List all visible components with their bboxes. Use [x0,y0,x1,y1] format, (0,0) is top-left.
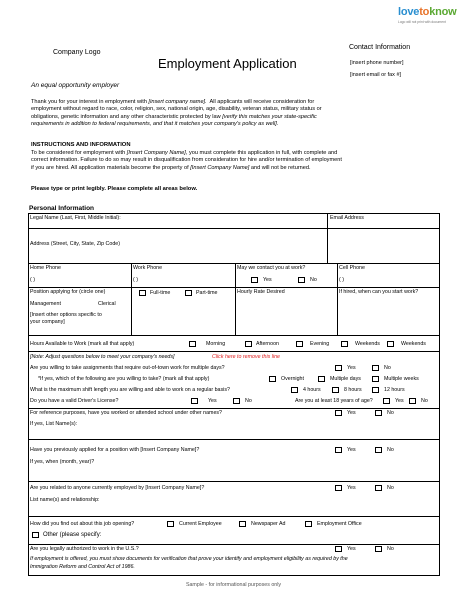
contact-work-no-checkbox[interactable] [298,277,305,283]
contact-info [349,44,439,84]
authorized-no-checkbox[interactable] [375,546,382,552]
no-label: No [310,277,317,283]
remove-line-link[interactable]: Click here to remove this line [212,354,281,360]
multiple-days-checkbox[interactable] [318,376,325,382]
no-label: No [387,410,394,416]
out-of-town-no-checkbox[interactable] [372,365,379,371]
lovetoknow-logo [398,6,460,36]
weekends-checkbox[interactable] [341,341,348,347]
legal-name-label: Legal Name (Last, First, Middle Initial): [30,215,121,221]
evening-checkbox[interactable] [296,341,303,347]
related-question: Are you related to anyone currently employed by [Insert Company Name]? [30,485,205,491]
age-no-checkbox[interactable] [409,398,416,404]
work-phone-label: Work Phone [133,265,163,271]
verification-note: If employment is offered, you must show documents for verification that prove your identify and employment eligibility as required by the [30,556,348,562]
yes-label: Yes [347,546,356,552]
out-of-town-question: Are you willing to take assignments that require out-of-town work for multiple days? [30,365,225,371]
how-hear-question: How did you find out about this job opening? [30,521,135,527]
license-yes-checkbox[interactable] [191,398,198,404]
row-divider [29,439,439,440]
application-form [28,213,440,576]
start-work-label: If hired, when can you start work? [339,289,419,295]
row-divider [29,228,439,229]
other-names-question: For reference purposes, have you worked or attended school under other names? [30,410,222,416]
row-divider [29,335,439,336]
contact-work-yes-checkbox[interactable] [251,277,258,283]
no-label: No [387,485,394,491]
license-no-checkbox[interactable] [233,398,240,404]
employment-office-label: Employment Office [317,521,362,527]
row-divider [29,351,439,352]
col-divider [235,263,236,335]
yes-label: Yes [347,485,356,491]
contact-at-work-label: May we contact you at work? [237,265,306,271]
other-names-no-checkbox[interactable] [375,410,382,416]
contact-phone: [insert phone number] [350,60,404,66]
instructions-paragraph: To be considered for employment with [Insert Company Name], you must complete this application in full, with complete and correct information. Failure to do so may result in disqualification from consideration for hire and/or termination of employment if you are hired. All application materials become the property of [Insert Company Name] and will not be returned. [31,150,342,171]
part-time-checkbox[interactable] [185,290,192,296]
authorized-question: Are you legally authorized to work in the U.S.? [30,546,139,552]
weekends-label: Weekends [355,341,380,347]
related-yes-checkbox[interactable] [335,485,342,491]
no-label: No [421,398,428,404]
applied-before-question: Have you previously applied for a position with [Insert Company Name]? [30,447,200,453]
8-hours-label: 8 hours [344,387,362,393]
insert-other-note: [Insert other options specific to [30,312,102,318]
newspaper-ad-label: Newspaper Ad [251,521,286,527]
age-yes-checkbox[interactable] [383,398,390,404]
applied-no-checkbox[interactable] [375,447,382,453]
applied-when-label: If yes, when (month, year)? [30,459,95,465]
hourly-rate-label: Hourly Rate Desired [237,289,285,295]
cell-phone-field[interactable]: ( ) [339,277,344,283]
4-hours-label: 4 hours [303,387,321,393]
morning-checkbox[interactable] [189,341,196,347]
newspaper-ad-checkbox[interactable] [239,521,246,527]
verification-note-2: Immigration Reform and Control Act of 1986. [30,564,135,570]
weekends-label-2: Weekends [401,341,426,347]
home-phone-field[interactable]: ( ) [30,277,35,283]
list-names-label: If yes, List Name(s): [30,421,78,427]
management-option[interactable]: Management [30,301,61,307]
12-hours-checkbox[interactable] [372,387,379,393]
cell-phone-label: Cell Phone [339,265,365,271]
no-label: No [387,447,394,453]
row-divider [29,408,439,409]
yes-label: Yes [347,365,356,371]
yes-label: Yes [347,447,356,453]
home-phone-label: Home Phone [30,265,61,271]
weekends-checkbox-2[interactable] [387,341,394,347]
overnight-checkbox[interactable] [269,376,276,382]
intro-paragraph: Thank you for your interest in employment with [insert company name]. All applicants will receive consideration for employment without regard to race, color, religion, sex, national origin, age, disability, veteran status, military status or obligations, genetic information and any other characteristic protected by law [verify this matches your state-specific requirements in addition to federal requirements, and that it matches your company's policy as well]. [31,99,322,127]
current-employee-label: Current Employee [179,521,222,527]
yes-label: Yes [395,398,404,404]
row-divider [29,263,439,264]
adjust-note: [Note: Adjust questions below to meet your company's needs] [30,354,175,360]
overnight-label: Overnight [281,376,304,382]
yes-label: Yes [347,410,356,416]
col-divider [337,263,338,335]
address-label: Address (Street, City, State, Zip Code) [30,241,120,247]
row-divider [29,544,439,545]
instructions-heading: INSTRUCTIONS AND INFORMATION [31,142,131,148]
position-label: Position applying for (circle one) [30,289,106,295]
col-divider [131,263,132,335]
4-hours-checkbox[interactable] [291,387,298,393]
out-of-town-yes-checkbox[interactable] [335,365,342,371]
work-phone-field[interactable]: ( ) [133,277,138,283]
print-legibly-note: Please type or print legibly. Please complete all areas below. [31,186,198,192]
brand-tagline: Logo will not print with document [398,19,446,24]
authorized-yes-checkbox[interactable] [335,546,342,552]
max-shift-question: What is the maximum shift length you are willing and able to work on a regular basis? [30,387,230,393]
relationship-label: List name(s) and relationship: [30,497,100,503]
eoe-statement: An equal opportunity employer [31,82,120,89]
related-no-checkbox[interactable] [375,485,382,491]
full-time-label: Full-time [150,290,171,296]
multiple-weeks-checkbox[interactable] [372,376,379,382]
page-title: Employment Application [158,56,297,71]
other-specify-label: Other (please specify: [43,532,102,538]
hours-available-label: Hours Available to Work (mark all that apply) [30,341,135,347]
afternoon-label: Afternoon [256,341,279,347]
no-label: No [245,398,252,404]
evening-label: Evening [310,341,330,347]
applied-yes-checkbox[interactable] [335,447,342,453]
other-names-yes-checkbox[interactable] [335,410,342,416]
employment-office-checkbox[interactable] [305,521,312,527]
yes-label: Yes [263,277,272,283]
age-18-question: Are you at least 18 years of age? [295,398,373,404]
row-divider [29,516,439,517]
clerical-option[interactable]: Clerical [98,301,116,307]
other-source-checkbox[interactable] [32,532,39,538]
insert-other-note-2: your company] [30,319,65,325]
8-hours-checkbox[interactable] [332,387,339,393]
current-employee-checkbox[interactable] [167,521,174,527]
willing-to-take-question: *If yes, which of the following are you willing to take? (mark all that apply) [38,376,210,382]
part-time-label: Part-time [196,290,218,296]
multiple-days-label: Multiple days [330,376,361,382]
multiple-weeks-label: Multiple weeks [384,376,419,382]
no-label: No [384,365,391,371]
col-divider [327,214,328,263]
personal-info-heading: Personal Information [29,205,95,212]
row-divider [29,481,439,482]
morning-label: Morning [206,341,226,347]
footer-note: Sample - for informational purposes only [185,582,282,588]
email-label: Email Address [330,215,364,221]
12-hours-label: 12 hours [384,387,405,393]
brand-wordmark: lovetoknow [398,6,457,18]
yes-label: Yes [208,398,217,404]
row-divider [29,287,439,288]
company-logo-placeholder: Company Logo [53,49,101,56]
full-time-checkbox[interactable] [139,290,146,296]
no-label: No [387,546,394,552]
contact-title: Contact Information [349,44,411,51]
drivers-license-question: Do you have a valid Driver's License? [30,398,119,404]
contact-email-fax: [insert email or fax #] [350,72,402,78]
afternoon-checkbox[interactable] [245,341,252,347]
